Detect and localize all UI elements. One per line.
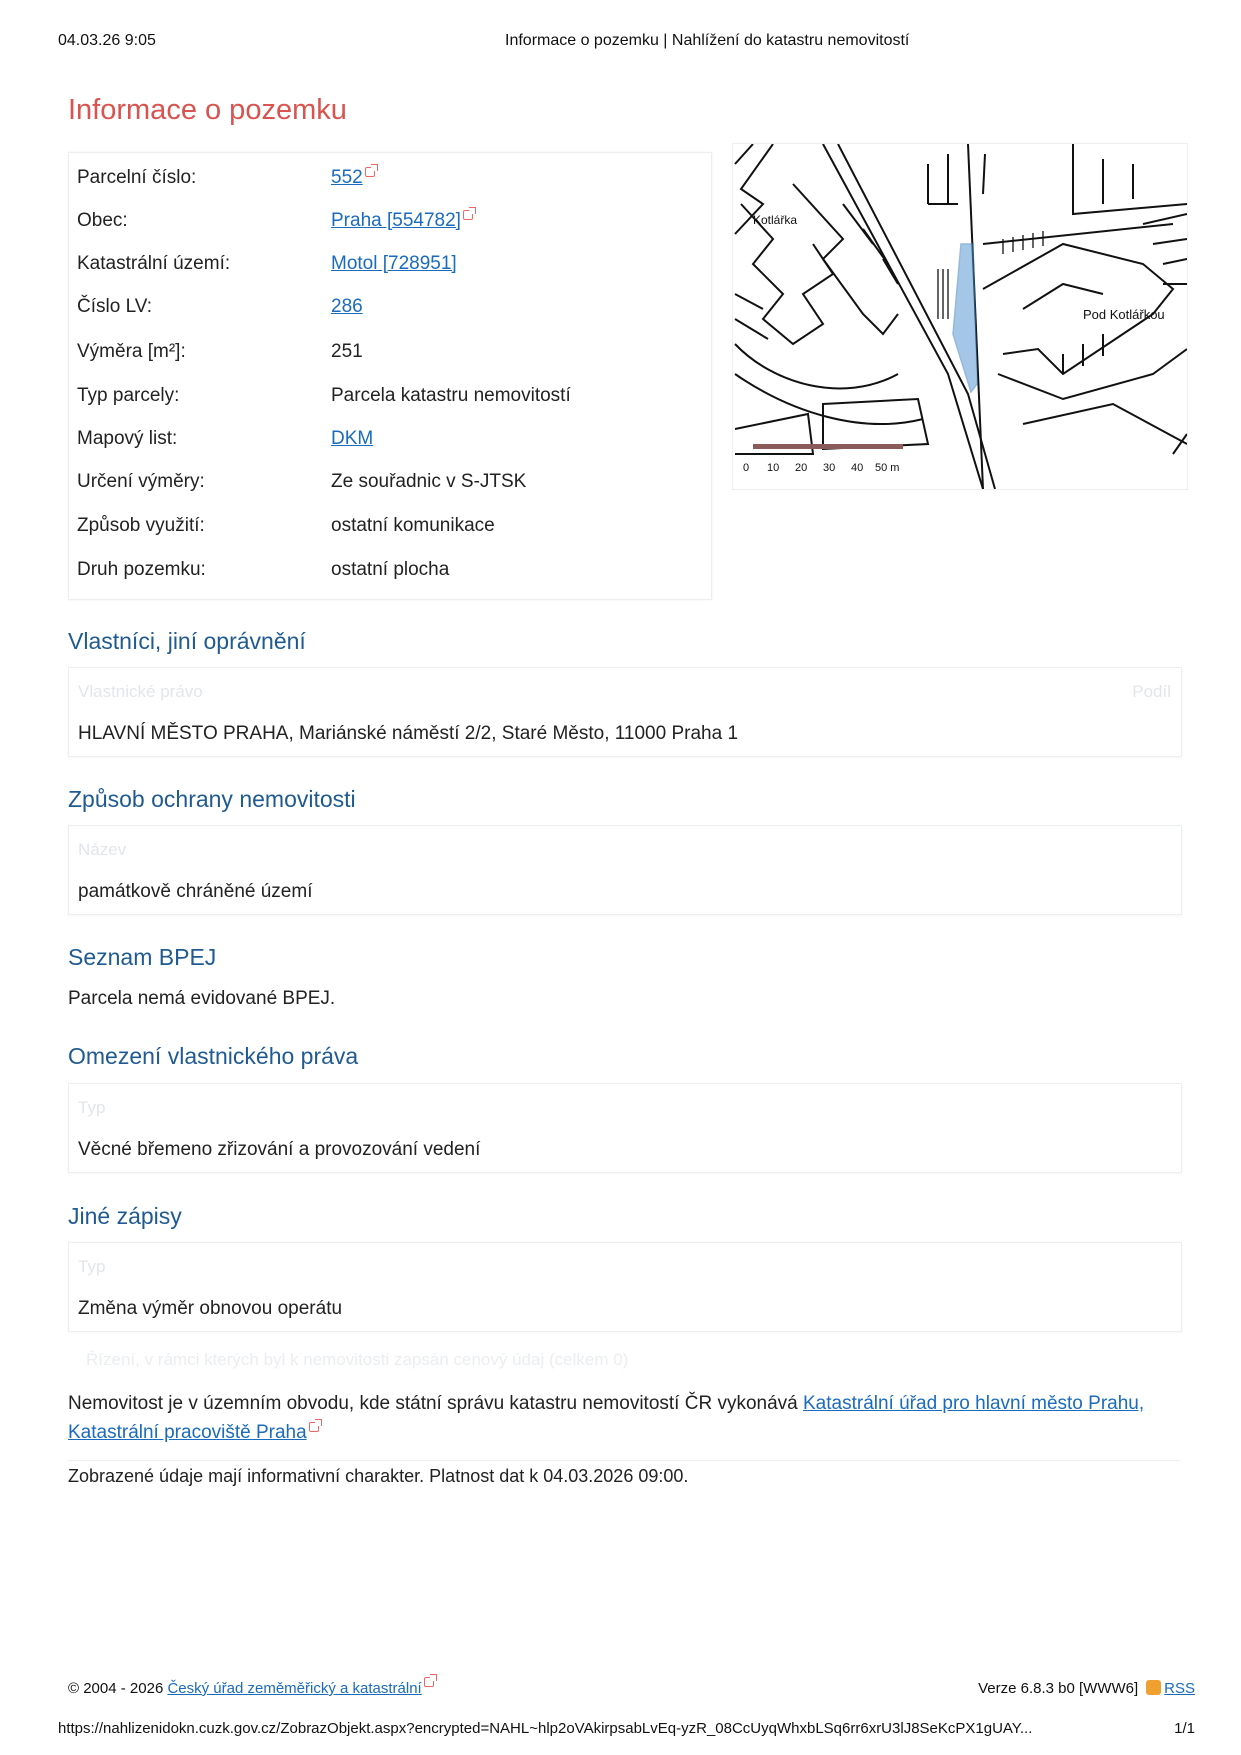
version-info [978, 1680, 1195, 1697]
cadastral-map-drawing [733, 144, 1187, 489]
parcel-type-value: Parcela katastru nemovitostí [331, 385, 571, 406]
print-page-number: 1/1 [1174, 1720, 1195, 1737]
owners-heading: Vlastníci, jiní oprávnění [68, 628, 306, 654]
map-scale-label: 20 [795, 462, 808, 474]
label-cadastral-area: Katastrální území: [77, 253, 231, 274]
restriction-row: Věcné břemeno zřizování a provozování vedení [78, 1139, 481, 1160]
label-parcel-type: Typ parcely: [77, 385, 180, 406]
usage-value: ostatní komunikace [331, 515, 495, 536]
protection-table [68, 825, 1182, 915]
protection-col-header: Název [78, 840, 127, 859]
office-link-line1: Katastrální úřad pro hlavní město [803, 1393, 1083, 1414]
office-text [68, 1389, 1178, 1447]
office-text-prefix: Nemovitost je v územním obvodu, kde státní správu katastru nemovitostí ČR vykonává [68, 1393, 803, 1414]
agency-link[interactable]: Český úřad zeměměřický a katastrální [167, 1680, 422, 1697]
divider [68, 1460, 1180, 1461]
parcel-number-link[interactable]: 552 [331, 167, 363, 188]
map-street-label-1: Kotlářka [753, 213, 798, 227]
map-sheet-link[interactable]: DKM [331, 428, 374, 449]
cadastral-area-value [331, 253, 457, 275]
label-parcel-number: Parcelní číslo: [77, 167, 197, 188]
restrictions-col-header: Typ [78, 1098, 106, 1117]
owners-col-header: Vlastnické právo [78, 682, 203, 701]
office-link-line2: Prahu, Katastrální pracoviště Praha [68, 1393, 1145, 1443]
rss-link[interactable]: RSS [1164, 1680, 1195, 1697]
protection-heading: Způsob ochrany nemovitosti [68, 786, 356, 812]
protection-row: památkově chráněné území [78, 881, 313, 902]
label-area-determination: Určení výměry: [77, 471, 205, 492]
map-scale-label: 30 [823, 462, 836, 474]
other-records-table [68, 1242, 1182, 1332]
external-link-icon [424, 1677, 434, 1687]
external-link-icon [309, 1422, 319, 1432]
print-datetime: 04.03.26 9:05 [58, 32, 156, 49]
parcel-number-value [331, 167, 375, 189]
validity-text: Zobrazené údaje mají informativní charakter. Platnost dat k 04.03.2026 09:00. [68, 1466, 689, 1486]
map-scale-label: 0 [743, 462, 750, 474]
other-records-col-header: Typ [78, 1257, 106, 1276]
external-link-icon [463, 210, 473, 220]
municipality-value [331, 210, 473, 232]
label-land-type: Druh pozemku: [77, 559, 206, 580]
label-area: Výměra [m²]: [77, 341, 186, 362]
page-title: Informace o pozemku [68, 94, 347, 126]
parcel-info-table [68, 152, 712, 600]
cadastral-map[interactable] [732, 143, 1188, 490]
owners-table [68, 667, 1182, 757]
copyright [68, 1680, 434, 1697]
other-records-heading: Jiné zápisy [68, 1203, 182, 1229]
owner-row: HLAVNÍ MĚSTO PRAHA, Mariánské náměstí 2/2, Staré Město, 11000 Praha 1 [78, 723, 739, 744]
map-scale-label: 40 [851, 462, 864, 474]
external-link-icon [365, 167, 375, 177]
copyright-text: © 2004 - 2026 [68, 1680, 168, 1697]
restrictions-table [68, 1083, 1182, 1173]
map-scale-label: 50 m [875, 462, 900, 474]
area-value: 251 [331, 341, 363, 362]
map-scale-label: 10 [767, 462, 780, 474]
bpej-heading: Seznam BPEJ [68, 944, 217, 970]
map-street-label-2: Pod Kotlářkou [1083, 307, 1165, 322]
version-text: Verze 6.8.3 b0 [WWW6] [978, 1680, 1139, 1697]
lv-number-value [331, 296, 363, 318]
restrictions-heading: Omezení vlastnického práva [68, 1043, 359, 1069]
label-lv-number: Číslo LV: [77, 296, 152, 317]
print-url: https://nahlizenidokn.cuzk.gov.cz/ZobrazObjekt.aspx?encrypted=NAHL~hlp2oVAkirpsabLvEq-yzR_08CcUyqWhxbLSq6rr6xrU3lJ8SeKcPX1gUAY... [58, 1720, 1033, 1737]
municipality-link[interactable]: Praha [554782] [331, 210, 461, 231]
bpej-text: Parcela nemá evidované BPEJ. [68, 988, 336, 1009]
lv-number-link[interactable]: 286 [331, 296, 363, 317]
rss-icon [1146, 1680, 1161, 1695]
label-municipality: Obec: [77, 210, 128, 231]
label-map-sheet: Mapový list: [77, 428, 178, 449]
land-type-value: ostatní plocha [331, 559, 450, 580]
proceedings-link[interactable]: Řízení, v rámci kterých byl k nemovitosti zapsán cenový údaj (celkem 0) [86, 1350, 629, 1369]
label-usage: Způsob využití: [77, 515, 205, 536]
owners-share-header: Podíl [1132, 682, 1171, 701]
area-determination-value: Ze souřadnic v S-JTSK [331, 471, 527, 492]
map-sheet-value [331, 428, 373, 450]
other-record-row: Změna výměr obnovou operátu [78, 1298, 343, 1319]
print-page-title: Informace o pozemku | Nahlížení do katastru nemovitostí [505, 32, 910, 49]
cadastral-area-link[interactable]: Motol [728951] [331, 253, 457, 274]
